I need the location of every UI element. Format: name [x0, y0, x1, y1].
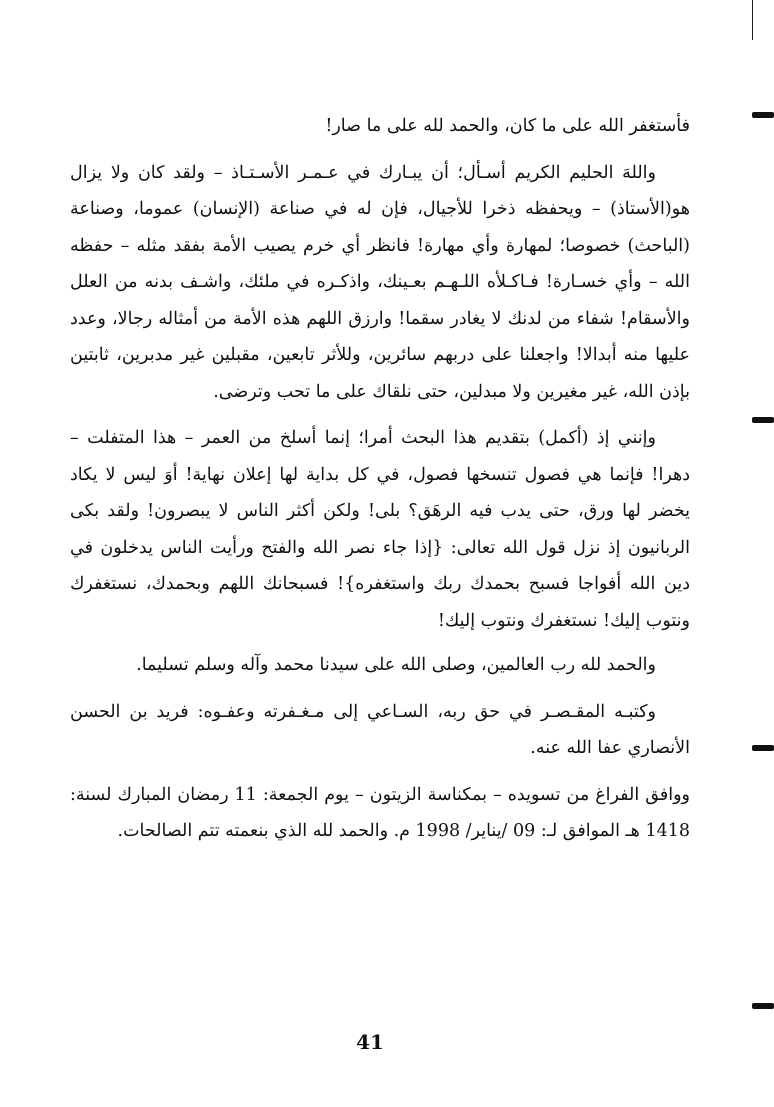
paragraph-completion-date: ووافق الفراغ من تسويده – بمكناسة الزيتون – يوم الجمعة: 11 رمضان المبارك لسنة: 1418 هـ الموافق لـ: 09 /يناير/ 1998 م. والحمد لله الذي بنعمته تتم الصالحات. — [70, 784, 690, 841]
paragraph-praise: والحمد لله رب العالمين، وصلى الله على سيدنا محمد وآله وسلم تسليما. — [136, 655, 656, 675]
paragraph-reflection: وإنني إذ (أكمل) بتقديم هذا البحث أمرا؛ إنما أسلخ من العمر – هذا المتفلت – دهرا! فإنما هي فصول تنسخها فصول، في كل بداية لها إعلان نهاية! أوَ ليس لا يكاد يخضر لها ورق، حتى يدب فيه الرهَق؟ بلى! ولكن أكثر الناس لا يبصرون! ولقد بكى الربانيون إذ نزل قول الله تعالى: {إذا جاء نصر الله والفتح ورأيت الناس يدخلون في دين الله أفواجا فسبح بحمدك ربك واستغفره}! فسبحانك اللهم وبحمدك، نستغفرك ونتوب إليك! نستغفرك ونتوب إليك! — [70, 428, 690, 631]
scan-edge-line — [752, 0, 753, 40]
paragraph-closing-prayer: فأستغفر الله على ما كان، والحمد لله على ما صار! — [325, 116, 690, 136]
paragraph-author-signature: وكتبـه المقـصـر في حق ربه، السـاعي إلى مـغـفرته وعفـوه: فريد بن الحسن الأنصاري عفا الله عنه. — [70, 701, 690, 758]
page-number: 41 — [356, 1030, 384, 1054]
scan-edge-mark — [752, 745, 774, 751]
scan-edge-mark — [752, 112, 774, 118]
scan-edge-mark — [752, 417, 774, 423]
paragraph-supplication: واللهَ الحليم الكريم أسـأل؛ أن يبـارك في عـمـر الأسـتـاذ – ولقد كان ولا يزال هو(الأستاذ) – ويحفظه ذخرا للأجيال، فإن له في صناعة (الإنسان) عموما، وصناعة (الباحث) خصوصا؛ لمهارة وأي مهارة! فانظر أي خرم يصيب الأمة بفقد مثله – حفظه الله – وأي خسـارة! فـاكـلأه اللـهـم بعـينك، واذكـره في ملئك، واشـف بدنه من العلل والأسقام! شفاء من لدنك لا يغادر سقما! وارزق اللهم هذه الأمة من أمثاله رجالا، وعدد عليها منه أبدالا! واجعلنا على دربهم سائرين، وللأثر تابعين، مقبلين غير مدبرين، ثابتين بإذن الله، غير مغيرين ولا مبدلين، حتى نلقاك على ما تحب وترضى. — [70, 162, 690, 402]
body-text — [70, 108, 690, 850]
scan-edge-mark — [752, 1003, 774, 1009]
